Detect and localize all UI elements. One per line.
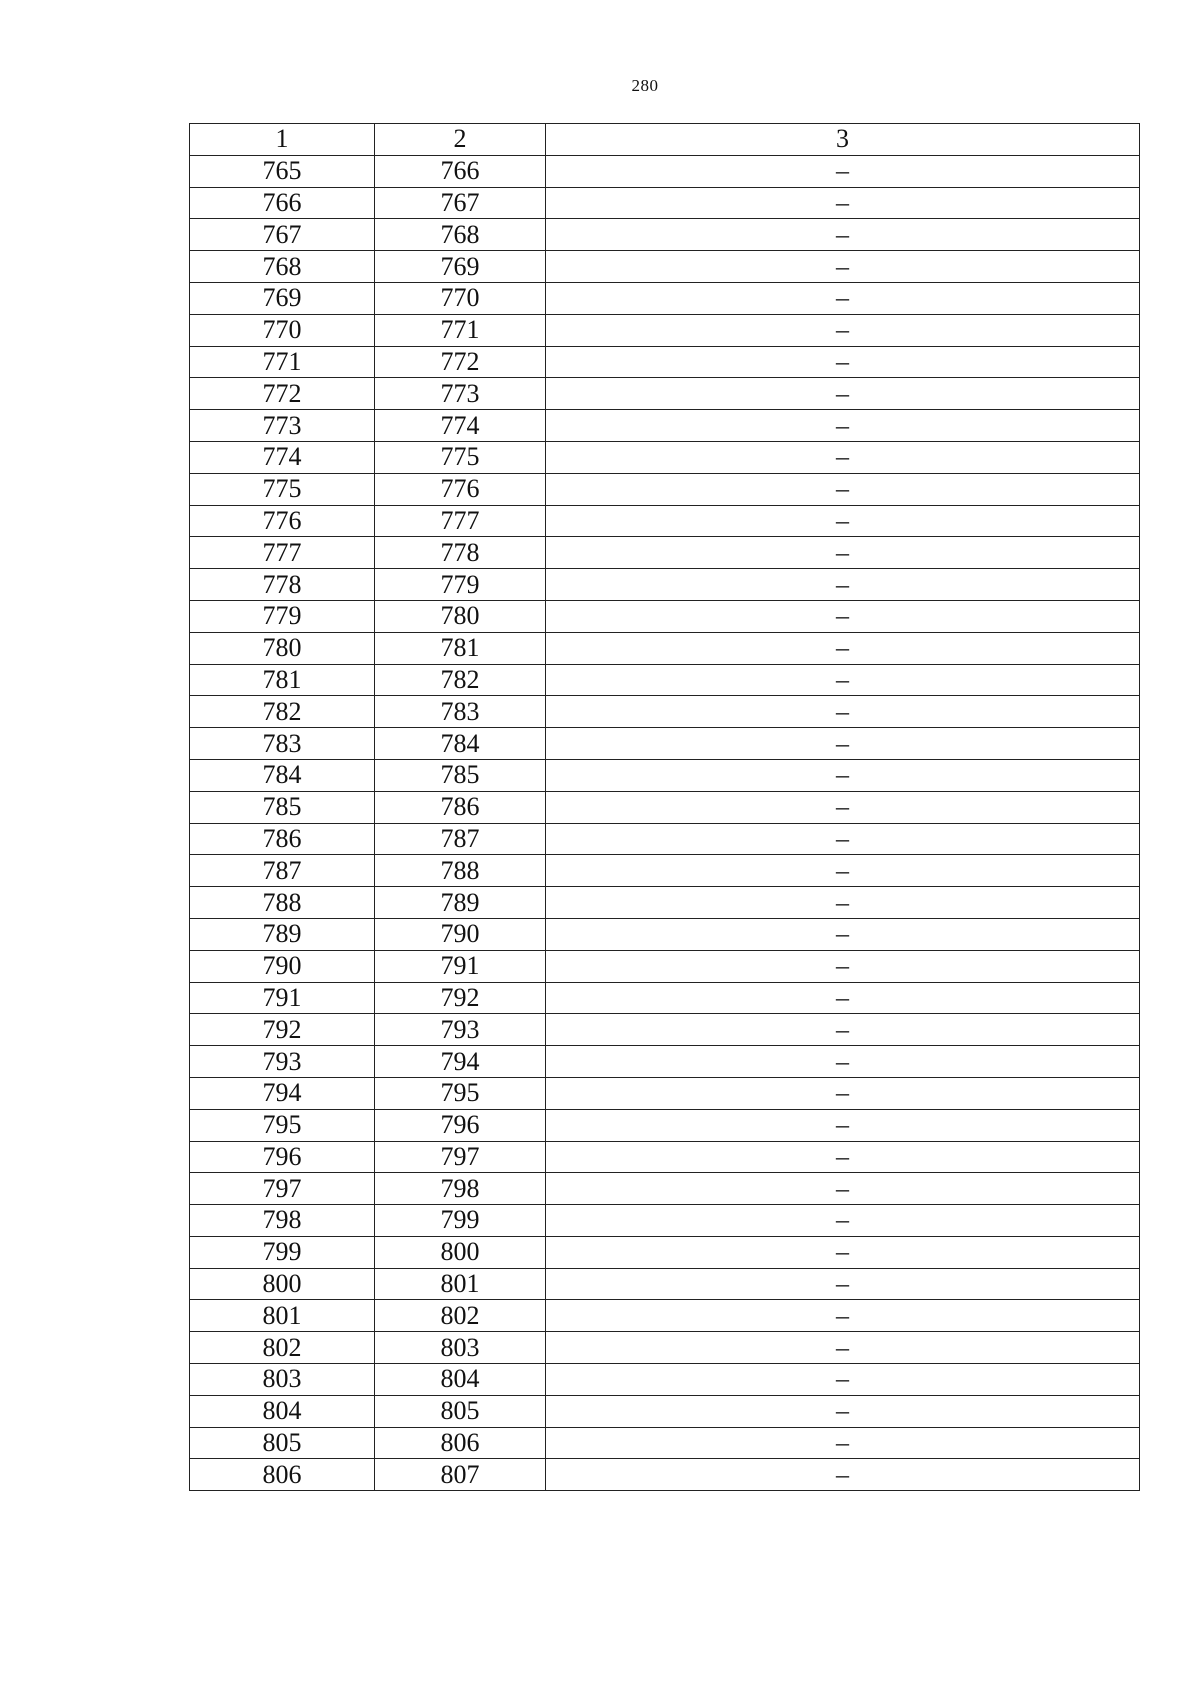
table-cell-col-2: 805 <box>375 1395 546 1427</box>
table-cell-col-1: 802 <box>190 1332 375 1364</box>
table-cell-col-2: 791 <box>375 950 546 982</box>
table-cell-col-2: 798 <box>375 1173 546 1205</box>
table-row <box>190 378 1140 410</box>
table-cell-col-2: 795 <box>375 1077 546 1109</box>
table-cell-col-2: 806 <box>375 1427 546 1459</box>
table-row <box>190 1332 1140 1364</box>
table-cell-col-1: 772 <box>190 378 375 410</box>
table-row <box>190 887 1140 919</box>
table-cell-col-1: 790 <box>190 950 375 982</box>
table-row <box>190 410 1140 442</box>
table-row <box>190 950 1140 982</box>
table-cell-col-2: 776 <box>375 473 546 505</box>
table-cell-col-3: – <box>546 759 1140 791</box>
table-row <box>190 632 1140 664</box>
table-cell-col-1: 783 <box>190 728 375 760</box>
table-cell-col-1: 780 <box>190 632 375 664</box>
table-cell-col-3: – <box>546 1364 1140 1396</box>
table-cell-col-2: 807 <box>375 1459 546 1491</box>
table-row <box>190 1046 1140 1078</box>
table-row <box>190 1173 1140 1205</box>
table-row <box>190 1364 1140 1396</box>
table-cell-col-3: – <box>546 600 1140 632</box>
table-cell-col-2: 768 <box>375 219 546 251</box>
table-cell-col-1: 778 <box>190 569 375 601</box>
table-cell-col-3: – <box>546 855 1140 887</box>
column-header-3: 3 <box>546 124 1140 156</box>
table-cell-col-2: 785 <box>375 759 546 791</box>
table-cell-col-3: – <box>546 1395 1140 1427</box>
table-cell-col-2: 800 <box>375 1236 546 1268</box>
table-cell-col-2: 780 <box>375 600 546 632</box>
table-cell-col-2: 769 <box>375 251 546 283</box>
table-header <box>190 124 1140 156</box>
table-cell-col-1: 775 <box>190 473 375 505</box>
page-number: 280 <box>631 76 659 95</box>
table-cell-col-2: 789 <box>375 887 546 919</box>
table-cell-col-2: 803 <box>375 1332 546 1364</box>
column-header-2: 2 <box>375 124 546 156</box>
table-cell-col-3: – <box>546 791 1140 823</box>
table-cell-col-3: – <box>546 441 1140 473</box>
table-row <box>190 282 1140 314</box>
table-cell-col-1: 770 <box>190 314 375 346</box>
table-row <box>190 1014 1140 1046</box>
table-row <box>190 759 1140 791</box>
table-row <box>190 791 1140 823</box>
table-cell-col-3: – <box>546 1109 1140 1141</box>
table-row <box>190 1427 1140 1459</box>
table-cell-col-3: – <box>546 1141 1140 1173</box>
table-cell-col-1: 800 <box>190 1268 375 1300</box>
table-cell-col-3: – <box>546 1268 1140 1300</box>
table-row <box>190 1268 1140 1300</box>
table-row <box>190 1300 1140 1332</box>
table-row <box>190 505 1140 537</box>
table-row <box>190 473 1140 505</box>
table-row <box>190 1109 1140 1141</box>
table-cell-col-1: 795 <box>190 1109 375 1141</box>
table-cell-col-1: 796 <box>190 1141 375 1173</box>
table-row <box>190 219 1140 251</box>
table-cell-col-2: 788 <box>375 855 546 887</box>
table-cell-col-3: – <box>546 346 1140 378</box>
table-cell-col-1: 804 <box>190 1395 375 1427</box>
table-row <box>190 823 1140 855</box>
table-row <box>190 1459 1140 1491</box>
table-row <box>190 1236 1140 1268</box>
table-cell-col-1: 782 <box>190 696 375 728</box>
table-cell-col-3: – <box>546 410 1140 442</box>
table-cell-col-2: 777 <box>375 505 546 537</box>
table-cell-col-2: 784 <box>375 728 546 760</box>
table-cell-col-3: – <box>546 1205 1140 1237</box>
table-cell-col-1: 803 <box>190 1364 375 1396</box>
table-cell-col-3: – <box>546 473 1140 505</box>
table-cell-col-2: 767 <box>375 187 546 219</box>
table-row <box>190 600 1140 632</box>
table-cell-col-1: 765 <box>190 155 375 187</box>
table-cell-col-1: 801 <box>190 1300 375 1332</box>
table-cell-col-3: – <box>546 1236 1140 1268</box>
table-cell-col-1: 789 <box>190 918 375 950</box>
table-cell-col-3: – <box>546 664 1140 696</box>
table-cell-col-2: 772 <box>375 346 546 378</box>
table-cell-col-1: 769 <box>190 282 375 314</box>
table-cell-col-2: 786 <box>375 791 546 823</box>
table-row <box>190 664 1140 696</box>
table-cell-col-3: – <box>546 918 1140 950</box>
table-cell-col-1: 771 <box>190 346 375 378</box>
table-cell-col-3: – <box>546 314 1140 346</box>
data-table <box>189 123 1140 1491</box>
table-row <box>190 346 1140 378</box>
table-cell-col-2: 775 <box>375 441 546 473</box>
table-cell-col-1: 787 <box>190 855 375 887</box>
table-cell-col-3: – <box>546 823 1140 855</box>
table-cell-col-3: – <box>546 696 1140 728</box>
table-cell-col-2: 796 <box>375 1109 546 1141</box>
table-cell-col-2: 793 <box>375 1014 546 1046</box>
table-cell-col-1: 779 <box>190 600 375 632</box>
table-row <box>190 569 1140 601</box>
table-row <box>190 855 1140 887</box>
table-body <box>190 155 1140 1490</box>
table-cell-col-2: 781 <box>375 632 546 664</box>
table-cell-col-1: 798 <box>190 1205 375 1237</box>
table-cell-col-3: – <box>546 1077 1140 1109</box>
table-cell-col-3: – <box>546 187 1140 219</box>
table-cell-col-2: 801 <box>375 1268 546 1300</box>
table-row <box>190 1395 1140 1427</box>
table-cell-col-1: 786 <box>190 823 375 855</box>
table-cell-col-1: 768 <box>190 251 375 283</box>
table-cell-col-2: 770 <box>375 282 546 314</box>
table-cell-col-3: – <box>546 887 1140 919</box>
table-cell-col-1: 773 <box>190 410 375 442</box>
table-cell-col-1: 791 <box>190 982 375 1014</box>
table-row <box>190 314 1140 346</box>
table-cell-col-2: 797 <box>375 1141 546 1173</box>
table-cell-col-2: 799 <box>375 1205 546 1237</box>
table-cell-col-1: 777 <box>190 537 375 569</box>
table-cell-col-1: 797 <box>190 1173 375 1205</box>
table-row <box>190 537 1140 569</box>
table-row <box>190 918 1140 950</box>
table-cell-col-1: 792 <box>190 1014 375 1046</box>
table-cell-col-2: 779 <box>375 569 546 601</box>
table-cell-col-3: – <box>546 219 1140 251</box>
table-row <box>190 251 1140 283</box>
table-cell-col-3: – <box>546 632 1140 664</box>
table-cell-col-3: – <box>546 155 1140 187</box>
table-cell-col-3: – <box>546 537 1140 569</box>
table-cell-col-1: 794 <box>190 1077 375 1109</box>
table-cell-col-2: 802 <box>375 1300 546 1332</box>
table-cell-col-3: – <box>546 251 1140 283</box>
table-cell-col-3: – <box>546 505 1140 537</box>
table-header-row <box>190 124 1140 156</box>
table-cell-col-3: – <box>546 1046 1140 1078</box>
table-cell-col-1: 774 <box>190 441 375 473</box>
table-cell-col-1: 767 <box>190 219 375 251</box>
table-cell-col-2: 794 <box>375 1046 546 1078</box>
table-row <box>190 1141 1140 1173</box>
table-cell-col-3: – <box>546 950 1140 982</box>
table-cell-col-2: 773 <box>375 378 546 410</box>
table-cell-col-1: 785 <box>190 791 375 823</box>
table-cell-col-3: – <box>546 378 1140 410</box>
table-cell-col-2: 804 <box>375 1364 546 1396</box>
table-cell-col-2: 787 <box>375 823 546 855</box>
table-cell-col-1: 784 <box>190 759 375 791</box>
table-cell-col-3: – <box>546 569 1140 601</box>
table-cell-col-2: 790 <box>375 918 546 950</box>
table-cell-col-3: – <box>546 982 1140 1014</box>
table-row <box>190 187 1140 219</box>
table-cell-col-1: 781 <box>190 664 375 696</box>
table-cell-col-1: 766 <box>190 187 375 219</box>
table-row <box>190 728 1140 760</box>
table-cell-col-3: – <box>546 1300 1140 1332</box>
table-cell-col-2: 766 <box>375 155 546 187</box>
table-cell-col-2: 783 <box>375 696 546 728</box>
table-cell-col-3: – <box>546 1459 1140 1491</box>
table-cell-col-2: 774 <box>375 410 546 442</box>
table-cell-col-1: 793 <box>190 1046 375 1078</box>
table-cell-col-1: 776 <box>190 505 375 537</box>
table-row <box>190 696 1140 728</box>
table-row <box>190 155 1140 187</box>
column-header-1: 1 <box>190 124 375 156</box>
table-cell-col-3: – <box>546 1173 1140 1205</box>
table-row <box>190 982 1140 1014</box>
table-cell-col-1: 799 <box>190 1236 375 1268</box>
table-cell-col-3: – <box>546 1014 1140 1046</box>
table-cell-col-3: – <box>546 1427 1140 1459</box>
table-row <box>190 441 1140 473</box>
table-cell-col-2: 778 <box>375 537 546 569</box>
table-cell-col-3: – <box>546 1332 1140 1364</box>
table-cell-col-1: 805 <box>190 1427 375 1459</box>
table-cell-col-3: – <box>546 728 1140 760</box>
data-table-container <box>189 123 1139 1491</box>
table-cell-col-1: 788 <box>190 887 375 919</box>
table-cell-col-2: 771 <box>375 314 546 346</box>
table-row <box>190 1077 1140 1109</box>
table-cell-col-2: 782 <box>375 664 546 696</box>
table-cell-col-3: – <box>546 282 1140 314</box>
table-cell-col-1: 806 <box>190 1459 375 1491</box>
table-cell-col-2: 792 <box>375 982 546 1014</box>
table-row <box>190 1205 1140 1237</box>
